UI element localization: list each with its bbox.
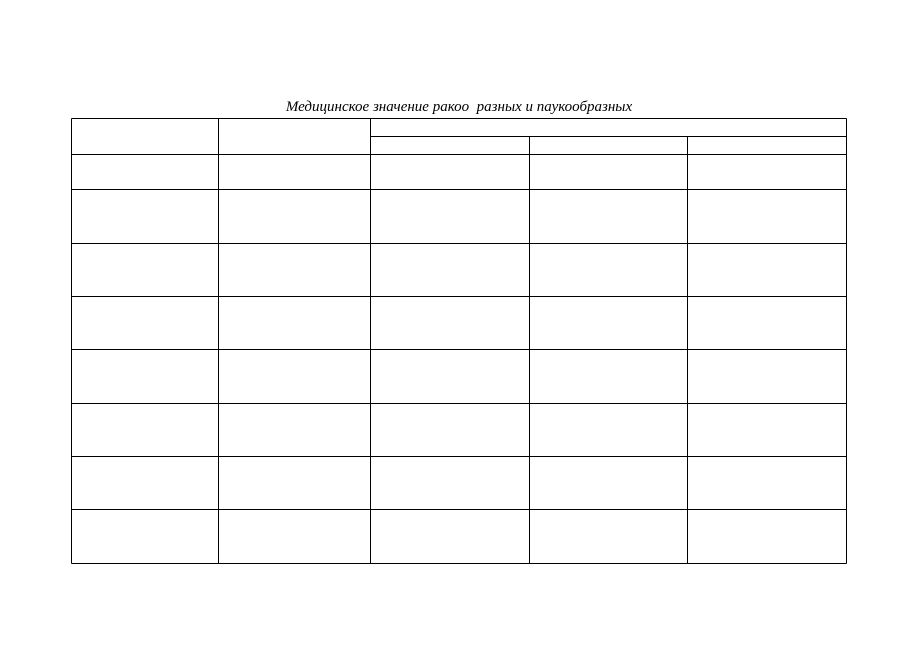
table-title: Медицинское значение ракоо разных и паукообразных [285,99,633,115]
